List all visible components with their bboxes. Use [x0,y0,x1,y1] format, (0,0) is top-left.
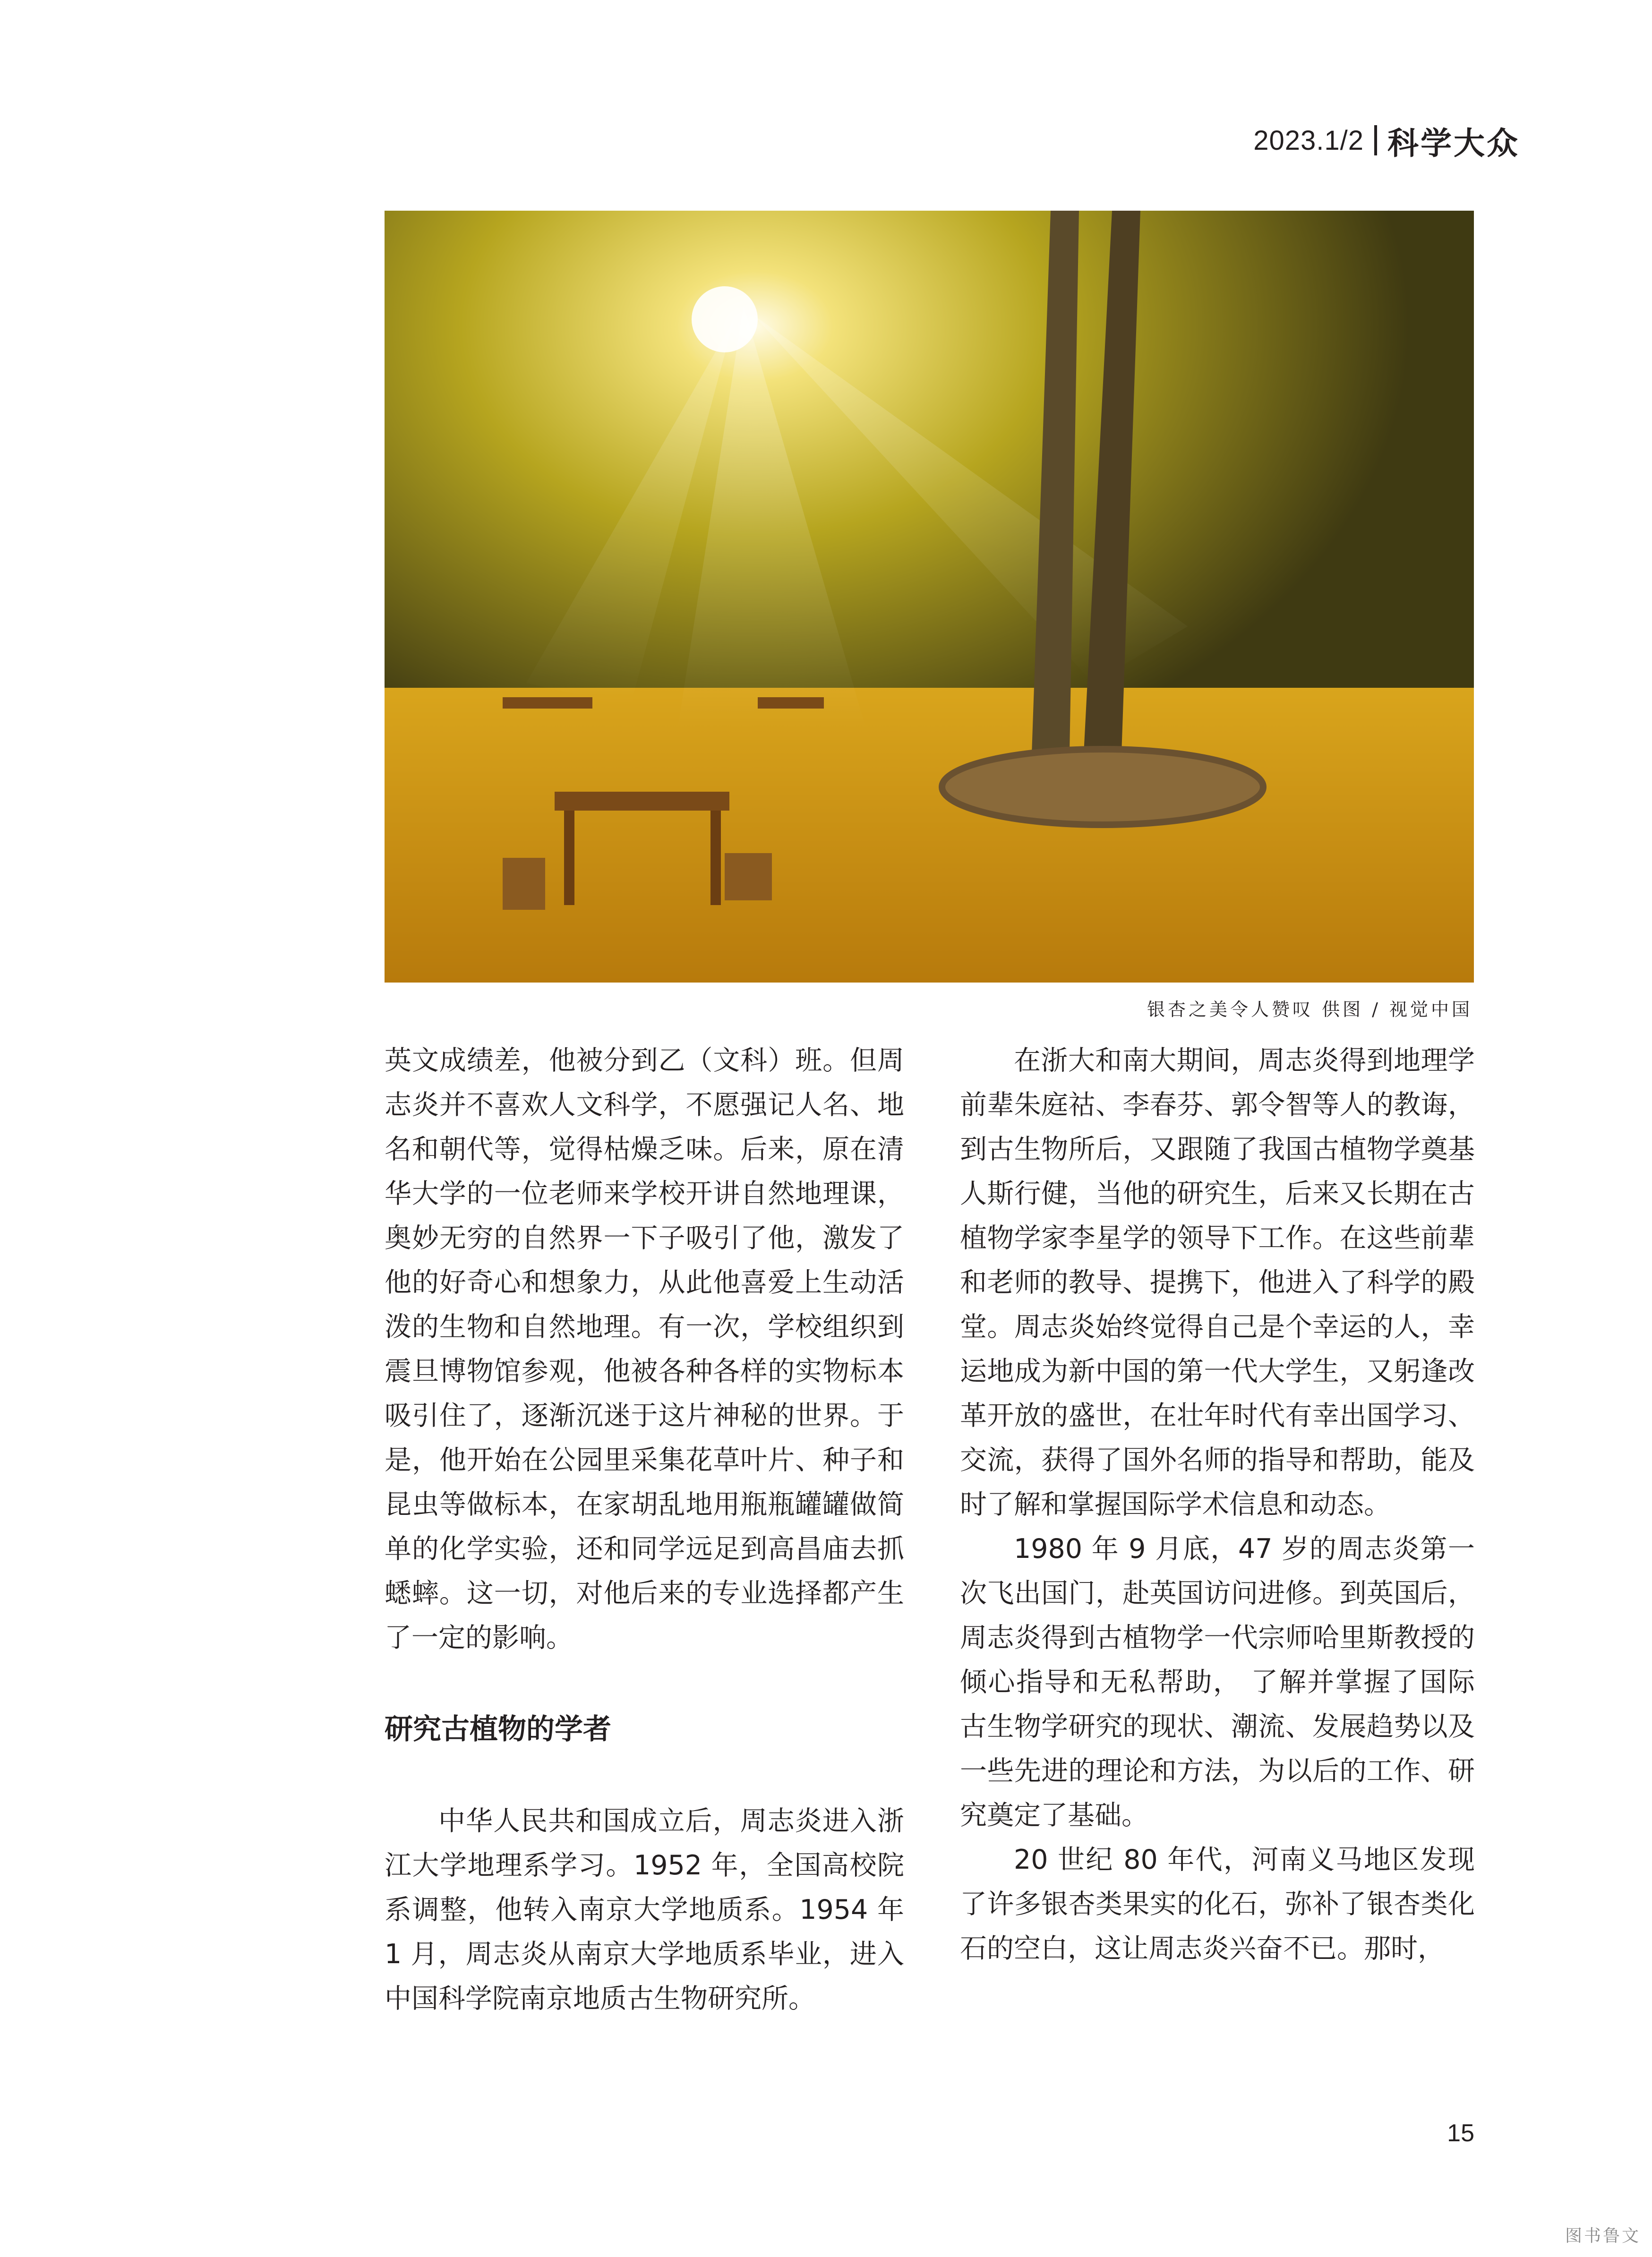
page-header [1253,119,1520,162]
paragraph: 20 世纪 80 年代，河南义马地区发现了许多银杏类果实的化石，弥补了银杏类化石的空白，这让周志炎兴奋不已。那时， [960,1844,1475,1964]
watermark: 图书鲁文 [1565,2226,1641,2246]
issue-date: 2023.1/2 [1253,125,1364,156]
header-divider [1374,125,1377,155]
paragraph: 在浙大和南大期间，周志炎得到地理学前辈朱庭祜、李春芬、郭令智等人的教诲，到古生物所后，又跟随了我国古植物学奠基人斯行健，当他的研究生，后来又长期在古植物学家李星学的领导下工作。在这些前辈和老师的教导、提携下，他进入了科学的殿堂。周志炎始终觉得自己是个幸运的人，幸运地成为新中国的第一代大学生，又躬逢改革开放的盛世，在壮年时代有幸出国学习、交流，获得了国外名师的指导和帮助，能及时了解和掌握国际学术信息和动态。 [960,1045,1475,1520]
ginkgo-photo [385,211,1474,983]
section-heading: 研究古植物的学者 [385,1713,611,1746]
page-number: 15 [1447,2120,1474,2147]
paragraph: 1980 年 9 月底，47 岁的周志炎第一次飞出国门，赴英国访问进修。到英国后，周志炎得到古植物学一代宗师哈里斯教授的倾心指导和无私帮助， 了解并掌握了国际古生物学研究的现状、潮流、发展趋势以及一些先进的理论和方法，为以后的工作、研究奠定了基础。 [960,1533,1475,1831]
left-column [385,1038,904,2021]
photo-caption: 银杏之美令人赞叹 供图 / 视觉中国 [1147,999,1472,1020]
right-column [960,1038,1475,1971]
paragraph: 中华人民共和国成立后，周志炎进入浙江大学地理系学习。1952 年，全国高校院系调整，他转入南京大学地质系。1954 年 1 月，周志炎从南京大学地质系毕业，进入中国科学院南京地质古生物研究所。 [385,1805,904,2014]
paragraph: 英文成绩差，他被分到乙（文科）班。但周志炎并不喜欢人文科学，不愿强记人名、地名和朝代等，觉得枯燥乏味。后来，原在清华大学的一位老师来学校开讲自然地理课，奥妙无穷的自然界一下子吸引了他，激发了他的好奇心和想象力，从此他喜爱上生动活泼的生物和自然地理。有一次，学校组织到震旦博物馆参观，他被各种各样的实物标本吸引住了，逐渐沉迷于这片神秘的世界。于是，他开始在公园里采集花草叶片、种子和昆虫等做标本，在家胡乱地用瓶瓶罐罐做简单的化学实验，还和同学远足到高昌庙去抓蟋蟀。这一切，对他后来的专业选择都产生了一定的影响。 [385,1045,904,1653]
magazine-logo: 科学大众 [1387,124,1520,162]
